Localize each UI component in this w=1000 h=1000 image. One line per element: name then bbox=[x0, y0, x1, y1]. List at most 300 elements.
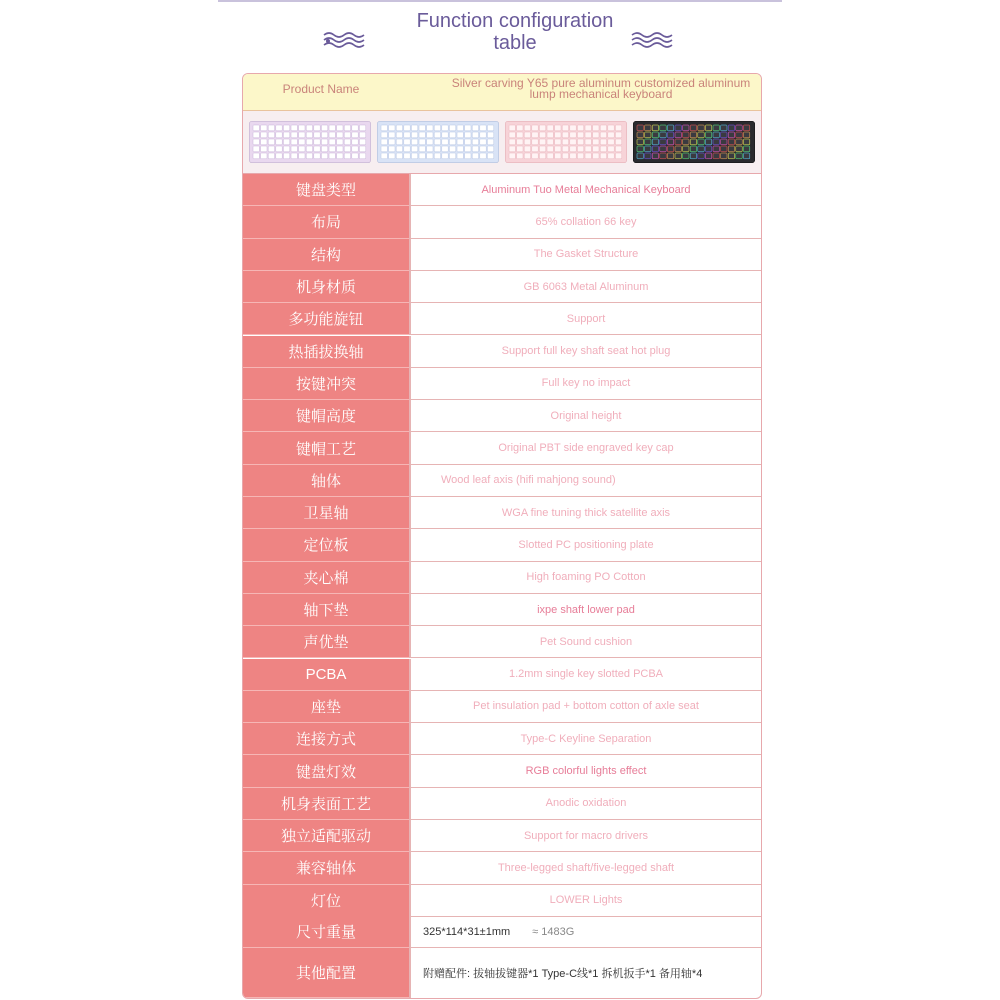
key-cap bbox=[728, 153, 734, 159]
key-cap bbox=[713, 153, 719, 159]
key-cap bbox=[268, 139, 274, 145]
key-cap bbox=[728, 139, 734, 145]
key-cap bbox=[517, 153, 523, 159]
key-cap bbox=[291, 125, 297, 131]
key-cap bbox=[585, 153, 591, 159]
spec-row bbox=[243, 497, 761, 529]
key-cap bbox=[253, 146, 259, 152]
spec-label: 声优垫 bbox=[243, 626, 409, 658]
spec-label: 结构 bbox=[243, 239, 409, 271]
key-cap bbox=[600, 153, 606, 159]
key-cap bbox=[736, 125, 742, 131]
key-cap bbox=[509, 146, 515, 152]
key-cap bbox=[652, 132, 658, 138]
keyboard-images-row bbox=[243, 111, 761, 174]
key-cap bbox=[562, 153, 568, 159]
key-cap bbox=[736, 132, 742, 138]
key-cap bbox=[524, 125, 530, 131]
spec-row bbox=[243, 368, 761, 400]
key-cap bbox=[487, 146, 493, 152]
key-cap bbox=[487, 139, 493, 145]
key-cap bbox=[427, 153, 433, 159]
key-cap bbox=[389, 125, 395, 131]
top-divider bbox=[218, 0, 782, 2]
key-cap bbox=[434, 132, 440, 138]
key-cap bbox=[329, 146, 335, 152]
key-cap bbox=[329, 139, 335, 145]
key-cap bbox=[389, 139, 395, 145]
key-cap bbox=[577, 139, 583, 145]
key-cap bbox=[381, 153, 387, 159]
key-cap bbox=[321, 146, 327, 152]
spec-row bbox=[243, 885, 761, 917]
key-cap bbox=[283, 146, 289, 152]
key-cap bbox=[577, 146, 583, 152]
key-cap bbox=[306, 139, 312, 145]
wave-ornament-left-icon bbox=[322, 30, 372, 50]
spec-value: High foaming PO Cotton bbox=[409, 562, 761, 594]
key-cap bbox=[705, 139, 711, 145]
weight-value: ≈ 1483G bbox=[532, 925, 575, 938]
spec-label: 机身材质 bbox=[243, 271, 409, 303]
key-cap bbox=[352, 132, 358, 138]
key-cap bbox=[539, 139, 545, 145]
key-cap bbox=[480, 132, 486, 138]
key-cap bbox=[314, 132, 320, 138]
key-cap bbox=[652, 153, 658, 159]
key-cap bbox=[728, 146, 734, 152]
key-cap bbox=[291, 132, 297, 138]
key-cap bbox=[615, 139, 621, 145]
key-cap bbox=[396, 153, 402, 159]
spec-label: 布局 bbox=[243, 206, 409, 238]
spec-label: 键帽工艺 bbox=[243, 432, 409, 464]
key-cap bbox=[517, 139, 523, 145]
key-cap bbox=[652, 146, 658, 152]
product-name-row bbox=[243, 74, 761, 111]
key-cap bbox=[434, 153, 440, 159]
spec-row bbox=[243, 820, 761, 852]
key-cap bbox=[306, 146, 312, 152]
key-cap bbox=[600, 139, 606, 145]
key-cap bbox=[713, 146, 719, 152]
key-cap bbox=[329, 132, 335, 138]
key-cap bbox=[547, 139, 553, 145]
spec-label: 兼容轴体 bbox=[243, 852, 409, 884]
spec-label: 座垫 bbox=[243, 691, 409, 723]
key-cap bbox=[321, 153, 327, 159]
key-cap bbox=[547, 125, 553, 131]
key-cap bbox=[411, 153, 417, 159]
key-cap bbox=[442, 132, 448, 138]
key-cap bbox=[480, 139, 486, 145]
key-cap bbox=[389, 132, 395, 138]
key-cap bbox=[337, 125, 343, 131]
key-cap bbox=[645, 146, 651, 152]
spec-value: Original height bbox=[409, 400, 761, 432]
spec-row bbox=[243, 788, 761, 820]
key-cap bbox=[352, 146, 358, 152]
key-cap bbox=[442, 153, 448, 159]
key-cap bbox=[608, 125, 614, 131]
key-cap bbox=[637, 139, 643, 145]
key-cap bbox=[675, 132, 681, 138]
key-cap bbox=[314, 146, 320, 152]
key-cap bbox=[539, 132, 545, 138]
spec-value: Three-legged shaft/five-legged shaft bbox=[409, 852, 761, 884]
key-cap bbox=[268, 153, 274, 159]
key-cap bbox=[615, 125, 621, 131]
key-cap bbox=[299, 146, 305, 152]
key-cap bbox=[743, 153, 749, 159]
key-cap bbox=[713, 125, 719, 131]
spec-value: Anodic oxidation bbox=[409, 788, 761, 820]
key-cap bbox=[472, 153, 478, 159]
key-cap bbox=[675, 125, 681, 131]
key-cap bbox=[577, 132, 583, 138]
key-cap bbox=[291, 139, 297, 145]
key-cap bbox=[299, 125, 305, 131]
key-cap bbox=[713, 139, 719, 145]
spec-value: Original PBT side engraved key cap bbox=[409, 432, 761, 464]
key-cap bbox=[532, 132, 538, 138]
key-cap bbox=[615, 146, 621, 152]
key-cap bbox=[276, 153, 282, 159]
spec-label: 轴下垫 bbox=[243, 594, 409, 626]
key-cap bbox=[645, 153, 651, 159]
key-cap bbox=[660, 132, 666, 138]
key-cap bbox=[690, 146, 696, 152]
spec-label: 热插拔换轴 bbox=[243, 336, 409, 368]
spec-label: 键盘灯效 bbox=[243, 755, 409, 787]
key-cap bbox=[404, 153, 410, 159]
spec-label: PCBA bbox=[243, 659, 409, 691]
key-cap bbox=[337, 139, 343, 145]
spec-row bbox=[243, 755, 761, 787]
spec-row bbox=[243, 594, 761, 626]
key-cap bbox=[261, 125, 267, 131]
key-cap bbox=[637, 125, 643, 131]
key-cap bbox=[472, 132, 478, 138]
page-title-line2: table bbox=[493, 32, 537, 54]
spec-value: ixpe shaft lower pad bbox=[409, 594, 761, 626]
key-cap bbox=[667, 125, 673, 131]
spec-row bbox=[243, 529, 761, 561]
key-cap bbox=[608, 139, 614, 145]
key-cap bbox=[434, 139, 440, 145]
spec-label: 其他配置 bbox=[243, 948, 409, 998]
keyboard-image-pink bbox=[505, 121, 627, 163]
spec-row bbox=[243, 239, 761, 271]
key-cap bbox=[352, 125, 358, 131]
key-cap bbox=[608, 132, 614, 138]
spec-value bbox=[409, 916, 761, 948]
spec-row bbox=[243, 271, 761, 303]
key-cap bbox=[419, 146, 425, 152]
key-cap bbox=[524, 139, 530, 145]
key-cap bbox=[547, 132, 553, 138]
key-cap bbox=[329, 153, 335, 159]
key-cap bbox=[562, 146, 568, 152]
key-cap bbox=[600, 146, 606, 152]
key-cap bbox=[314, 125, 320, 131]
key-cap bbox=[427, 139, 433, 145]
key-cap bbox=[268, 125, 274, 131]
key-cap bbox=[585, 132, 591, 138]
key-cap bbox=[314, 139, 320, 145]
key-cap bbox=[344, 132, 350, 138]
key-cap bbox=[509, 153, 515, 159]
key-cap bbox=[539, 146, 545, 152]
spec-value: Support for macro drivers bbox=[409, 820, 761, 852]
key-cap bbox=[480, 153, 486, 159]
spec-value: 65% collation 66 key bbox=[409, 206, 761, 238]
spec-value: GB 6063 Metal Aluminum bbox=[409, 271, 761, 303]
key-cap bbox=[359, 139, 365, 145]
key-cap bbox=[283, 132, 289, 138]
key-cap bbox=[728, 125, 734, 131]
key-cap bbox=[276, 125, 282, 131]
key-cap bbox=[442, 125, 448, 131]
key-cap bbox=[562, 139, 568, 145]
key-cap bbox=[539, 125, 545, 131]
key-cap bbox=[359, 153, 365, 159]
key-cap bbox=[743, 139, 749, 145]
key-cap bbox=[283, 139, 289, 145]
key-cap bbox=[291, 153, 297, 159]
key-cap bbox=[253, 153, 259, 159]
key-cap bbox=[660, 146, 666, 152]
key-cap bbox=[396, 125, 402, 131]
key-cap bbox=[396, 132, 402, 138]
key-cap bbox=[329, 125, 335, 131]
key-cap bbox=[570, 146, 576, 152]
key-cap bbox=[721, 146, 727, 152]
spec-value: Pet insulation pad + bottom cotton of axle seat bbox=[409, 691, 761, 723]
key-cap bbox=[645, 139, 651, 145]
key-cap bbox=[434, 146, 440, 152]
key-cap bbox=[352, 139, 358, 145]
key-cap bbox=[705, 146, 711, 152]
key-cap bbox=[306, 132, 312, 138]
key-cap bbox=[660, 125, 666, 131]
key-cap bbox=[276, 146, 282, 152]
key-cap bbox=[344, 125, 350, 131]
spec-label: 轴体 bbox=[243, 465, 409, 497]
key-cap bbox=[419, 125, 425, 131]
key-cap bbox=[404, 146, 410, 152]
spec-value: RGB colorful lights effect bbox=[409, 755, 761, 787]
key-cap bbox=[547, 146, 553, 152]
key-cap bbox=[314, 153, 320, 159]
key-cap bbox=[736, 153, 742, 159]
key-cap bbox=[562, 132, 568, 138]
key-cap bbox=[524, 132, 530, 138]
keyboard-image-white-blue bbox=[377, 121, 499, 163]
key-cap bbox=[667, 146, 673, 152]
key-cap bbox=[593, 139, 599, 145]
key-cap bbox=[660, 153, 666, 159]
spec-row bbox=[243, 852, 761, 884]
key-cap bbox=[419, 153, 425, 159]
key-cap bbox=[389, 146, 395, 152]
key-cap bbox=[667, 139, 673, 145]
key-cap bbox=[690, 139, 696, 145]
key-cap bbox=[736, 146, 742, 152]
key-cap bbox=[404, 139, 410, 145]
key-cap bbox=[434, 125, 440, 131]
spec-row bbox=[243, 562, 761, 594]
spec-label: 定位板 bbox=[243, 529, 409, 561]
key-cap bbox=[645, 125, 651, 131]
key-cap bbox=[253, 132, 259, 138]
key-cap bbox=[705, 125, 711, 131]
key-cap bbox=[555, 146, 561, 152]
key-cap bbox=[683, 153, 689, 159]
spec-value: WGA fine tuning thick satellite axis bbox=[409, 497, 761, 529]
key-cap bbox=[660, 139, 666, 145]
key-cap bbox=[600, 132, 606, 138]
key-cap bbox=[449, 146, 455, 152]
size-value: 325*114*31±1mm bbox=[423, 925, 511, 938]
spec-value: The Gasket Structure bbox=[409, 239, 761, 271]
key-cap bbox=[291, 146, 297, 152]
key-cap bbox=[359, 132, 365, 138]
key-cap bbox=[509, 125, 515, 131]
key-cap bbox=[381, 132, 387, 138]
key-cap bbox=[555, 153, 561, 159]
key-cap bbox=[562, 125, 568, 131]
key-cap bbox=[736, 139, 742, 145]
key-cap bbox=[359, 146, 365, 152]
key-cap bbox=[517, 146, 523, 152]
key-cap bbox=[698, 132, 704, 138]
product-name-line1: Silver carving Y65 pure aluminum customized aluminum bbox=[451, 76, 751, 90]
key-cap bbox=[675, 153, 681, 159]
spec-row bbox=[243, 174, 761, 206]
key-cap bbox=[570, 132, 576, 138]
key-cap bbox=[411, 146, 417, 152]
key-cap bbox=[306, 125, 312, 131]
spec-row bbox=[243, 400, 761, 432]
spec-value: Full key no impact bbox=[409, 368, 761, 400]
key-cap bbox=[608, 146, 614, 152]
key-cap bbox=[728, 132, 734, 138]
spec-row bbox=[243, 691, 761, 723]
key-cap bbox=[743, 125, 749, 131]
spec-row-other-config bbox=[243, 948, 761, 998]
key-cap bbox=[547, 153, 553, 159]
spec-label: 多功能旋钮 bbox=[243, 303, 409, 335]
spec-row bbox=[243, 206, 761, 238]
spec-value: 1.2mm single key slotted PCBA bbox=[409, 659, 761, 691]
key-cap bbox=[442, 146, 448, 152]
key-cap bbox=[449, 153, 455, 159]
spec-label: 按键冲突 bbox=[243, 368, 409, 400]
key-cap bbox=[652, 139, 658, 145]
spec-label: 连接方式 bbox=[243, 723, 409, 755]
key-cap bbox=[352, 153, 358, 159]
key-cap bbox=[427, 146, 433, 152]
wave-ornament-right-icon bbox=[630, 30, 680, 50]
key-cap bbox=[721, 125, 727, 131]
key-cap bbox=[404, 125, 410, 131]
key-cap bbox=[608, 153, 614, 159]
key-cap bbox=[690, 125, 696, 131]
key-cap bbox=[457, 146, 463, 152]
key-cap bbox=[509, 139, 515, 145]
spec-row bbox=[243, 303, 761, 335]
key-cap bbox=[381, 125, 387, 131]
key-cap bbox=[698, 153, 704, 159]
key-cap bbox=[381, 146, 387, 152]
key-cap bbox=[555, 132, 561, 138]
key-cap bbox=[449, 132, 455, 138]
key-cap bbox=[381, 139, 387, 145]
key-cap bbox=[721, 132, 727, 138]
key-cap bbox=[539, 153, 545, 159]
key-cap bbox=[593, 132, 599, 138]
key-cap bbox=[449, 139, 455, 145]
spec-value: Type-C Keyline Separation bbox=[409, 723, 761, 755]
key-cap bbox=[268, 146, 274, 152]
key-cap bbox=[480, 125, 486, 131]
key-cap bbox=[457, 153, 463, 159]
key-cap bbox=[743, 146, 749, 152]
spec-value: 附赠配件: 拔轴拔键器*1 Type-C线*1 拆机扳手*1 备用轴*4 bbox=[409, 948, 761, 998]
key-cap bbox=[465, 125, 471, 131]
key-cap bbox=[532, 125, 538, 131]
key-cap bbox=[389, 153, 395, 159]
spec-label: 灯位 bbox=[243, 885, 409, 917]
spec-value: Slotted PC positioning plate bbox=[409, 529, 761, 561]
key-cap bbox=[299, 132, 305, 138]
key-cap bbox=[261, 146, 267, 152]
key-cap bbox=[299, 153, 305, 159]
page-title-line1: Function configuration bbox=[416, 10, 614, 32]
key-cap bbox=[667, 153, 673, 159]
key-cap bbox=[721, 153, 727, 159]
key-cap bbox=[449, 125, 455, 131]
product-name-value bbox=[443, 78, 759, 100]
key-cap bbox=[615, 132, 621, 138]
key-cap bbox=[577, 125, 583, 131]
key-cap bbox=[465, 139, 471, 145]
key-cap bbox=[276, 132, 282, 138]
key-cap bbox=[524, 146, 530, 152]
key-cap bbox=[698, 146, 704, 152]
spec-value: Support full key shaft seat hot plug bbox=[409, 336, 761, 368]
key-cap bbox=[411, 132, 417, 138]
key-cap bbox=[268, 132, 274, 138]
spec-row bbox=[243, 626, 761, 658]
key-cap bbox=[283, 153, 289, 159]
spec-row bbox=[243, 336, 761, 368]
key-cap bbox=[337, 146, 343, 152]
spec-row bbox=[243, 465, 761, 497]
key-cap bbox=[465, 153, 471, 159]
key-cap bbox=[585, 139, 591, 145]
key-cap bbox=[645, 132, 651, 138]
key-cap bbox=[637, 153, 643, 159]
key-cap bbox=[261, 132, 267, 138]
key-cap bbox=[419, 132, 425, 138]
page-title bbox=[380, 10, 650, 54]
key-cap bbox=[276, 139, 282, 145]
key-cap bbox=[524, 153, 530, 159]
key-cap bbox=[396, 139, 402, 145]
key-cap bbox=[698, 125, 704, 131]
